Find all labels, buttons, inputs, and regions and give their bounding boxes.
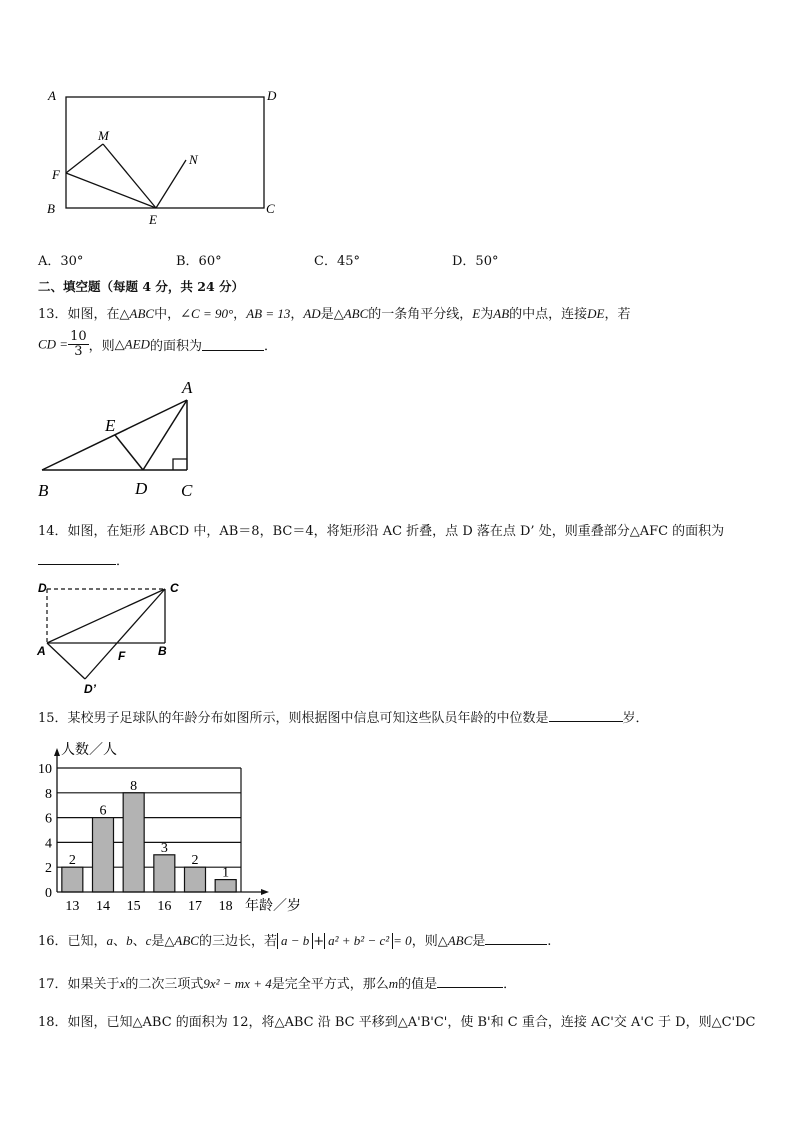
q13-fraction: $\frac{10}{3}$ — [70, 329, 87, 359]
bar-value-label: 2 — [191, 853, 199, 869]
q14-label-f: F — [118, 649, 126, 663]
q13-label-b: B — [38, 481, 49, 500]
q12-label-f: F — [52, 167, 60, 182]
y-tick-label: 6 — [45, 811, 52, 827]
q14-label-b: B — [158, 644, 167, 658]
q13-label-a: A — [182, 378, 193, 397]
x-tick-label: 18 — [218, 899, 233, 914]
q12-option-a: A．30° — [38, 254, 84, 269]
q13-label-e: E — [105, 416, 116, 435]
q12-label-c: C — [266, 201, 275, 216]
bar — [123, 793, 144, 892]
bar — [93, 818, 114, 892]
q14-label-c: C — [170, 581, 179, 595]
q16-line: 16．已知，a、b、c是△ABC的三边长，若 a − b + a² + b² − c² = 0，则△ABC是 . — [38, 933, 552, 949]
bar — [154, 855, 175, 892]
q12-label-b: B — [47, 201, 55, 216]
bar-value-label: 2 — [68, 853, 76, 869]
x-tick-label: 15 — [126, 899, 141, 914]
y-tick-label: 8 — [45, 786, 52, 802]
q14-answer-blank[interactable] — [38, 552, 116, 565]
q13-label-c: C — [181, 481, 193, 500]
bar-value-label: 3 — [160, 840, 168, 856]
q14-line1: 14．如图，在矩形 ABCD 中，AB＝8，BC＝4，将矩形沿 AC 折叠，点 D 落在点 D’ 处，则重叠部分△AFC 的面积为 — [38, 524, 725, 539]
q12-label-n: N — [189, 152, 198, 167]
q13-line1: 13．如图，在△ABC中，∠C = 90°，AB = 13，AD是△ABC的一条角平分线，E为AB的中点，连接DE，若 — [38, 306, 631, 322]
q12-figure — [40, 84, 290, 234]
q12-label-m: M — [98, 128, 109, 143]
y-tick-label: 0 — [45, 886, 52, 901]
q13-line2: CD = $\frac{10}{3}$ ，则△AED的面积为 ． — [38, 329, 277, 359]
y-axis-label: 人数／人 — [61, 743, 117, 758]
q12-option-d: D．50° — [452, 254, 499, 269]
bar-value-label: 1 — [222, 865, 230, 881]
q18-line: 18．如图，已知△ABC 的面积为 12，将△ABC 沿 BC 平移到△A'B'C'，使 B'和 C 重合，连接 AC'交 A'C 于 D，则△C'DC — [38, 1015, 756, 1030]
q17-answer-blank[interactable] — [437, 975, 503, 988]
q15-line: 15．某校男子足球队的年龄分布如图所示，则根据图中信息可知这些队员年龄的中位数是 岁． — [38, 711, 649, 726]
q13-label-d: D — [135, 479, 148, 498]
q16-abs-1: a − b — [277, 933, 313, 949]
bar — [185, 867, 206, 892]
q16-answer-blank[interactable] — [485, 932, 547, 945]
age-bar-chart — [20, 738, 310, 916]
bar-value-label: 8 — [130, 778, 138, 794]
q14-figure — [30, 576, 190, 698]
y-axis-arrow — [54, 748, 60, 756]
q17-line: 17．如果关于x的二次三项式9x² − mx + 4是完全平方式，那么m的值是 ． — [38, 976, 517, 992]
q14-label-dprime: D’ — [84, 682, 96, 696]
x-axis-arrow — [261, 889, 269, 895]
q13-answer-blank[interactable] — [202, 338, 264, 351]
q12-label-e: E — [149, 212, 157, 227]
q16-abs-2: a² + b² − c² — [324, 933, 393, 949]
bar — [62, 867, 83, 892]
q12-option-c: C．45° — [314, 254, 360, 269]
q12-label-a: A — [48, 88, 56, 103]
y-tick-label: 2 — [45, 861, 52, 877]
y-tick-label: 4 — [45, 836, 52, 852]
q12-option-b: B．60° — [176, 254, 222, 269]
x-tick-label: 16 — [157, 899, 172, 914]
q14-line2: ． — [38, 550, 129, 569]
section-title: 二、填空题（每题 4 分，共 24 分） — [38, 279, 245, 294]
q13-figure — [30, 376, 210, 500]
x-tick-label: 13 — [65, 899, 80, 914]
y-tick-label: 10 — [38, 762, 52, 777]
q15-answer-blank[interactable] — [549, 709, 623, 722]
q12-label-d: D — [267, 88, 277, 103]
x-tick-label: 17 — [188, 899, 202, 914]
x-axis-label: 年龄／岁 — [245, 899, 301, 914]
bar — [215, 880, 236, 892]
q14-label-d: D — [38, 581, 47, 595]
bar-value-label: 6 — [99, 803, 107, 819]
x-tick-label: 14 — [96, 899, 110, 914]
q14-label-a: A — [37, 644, 46, 658]
